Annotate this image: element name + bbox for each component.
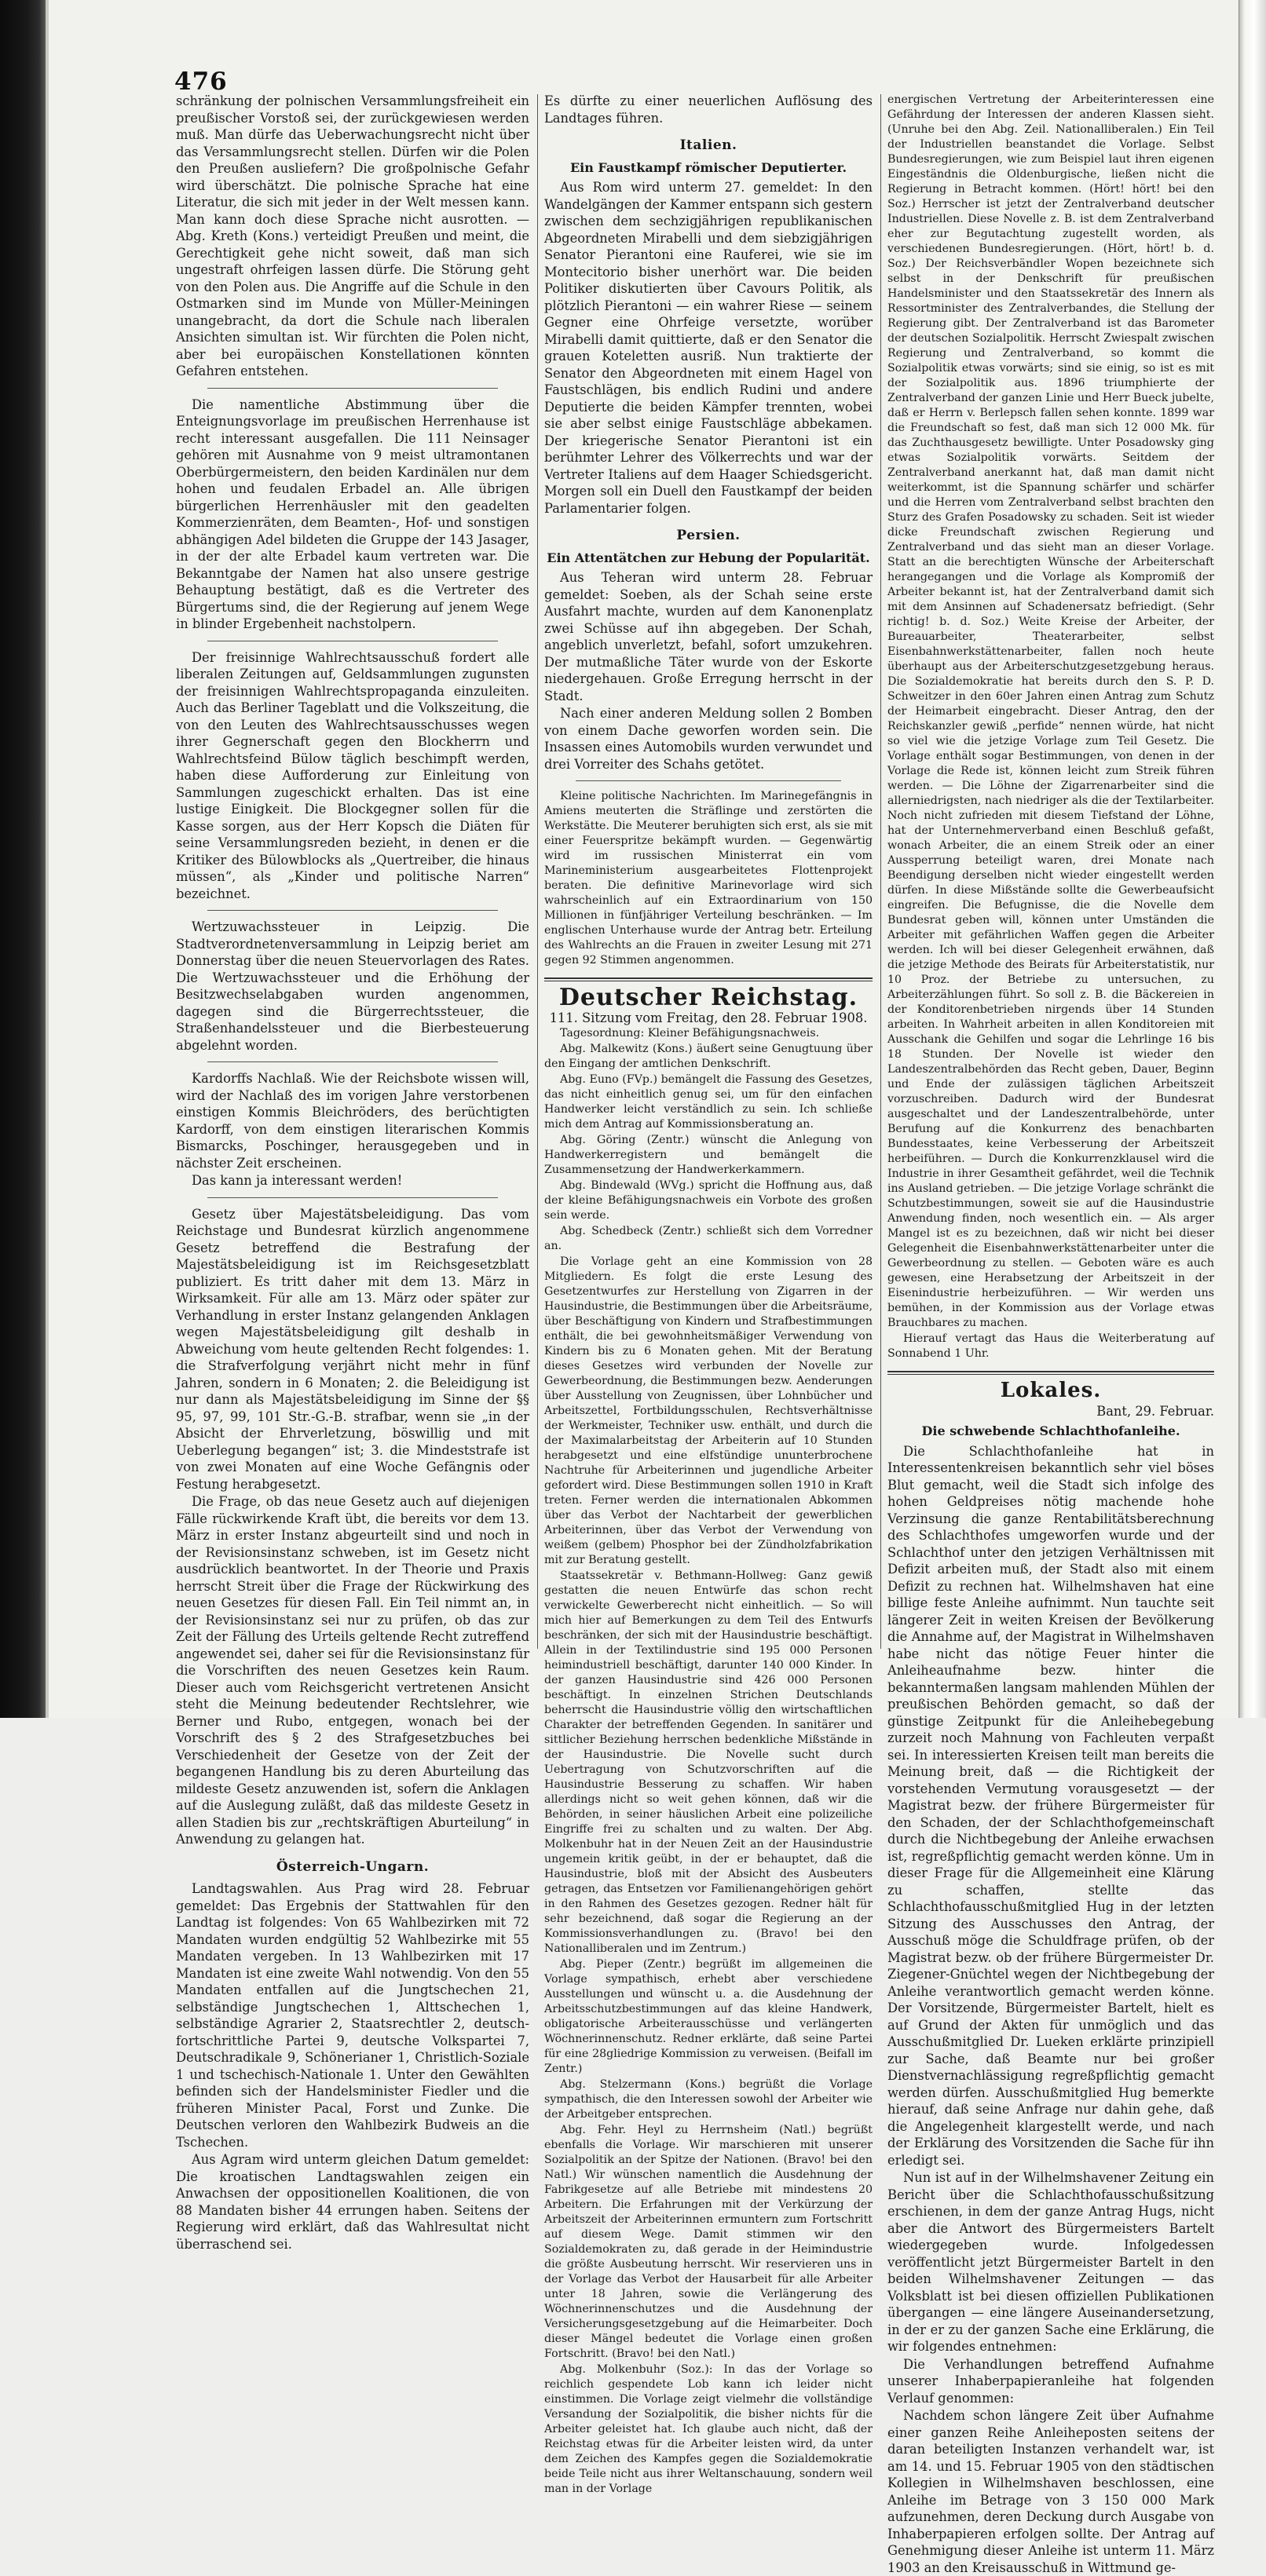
section-separator: [544, 977, 873, 981]
article-paragraph: Gesetz über Majestätsbeleidigung. Das vom Reichstage und Bundesrat kürzlich angenommene Gesetz betreffend die Bestrafung der Majestätsbeleidigung ist im Reichsgesetzblatt publiziert. Es tritt daher mit dem 13. März in Wirksamkeit. Für alle am 13. März oder später zur Verhandlung in erster Instanz gelangenden Anklagen wegen Majestätsbeleidigung gilt deshalb in Abweichung vom heute geltenden Recht folgendes: 1. die Strafverfolgung verjährt nicht mehr in fünf Jahren, sondern in 6 Monaten; 2. die Beleidigung ist nur dann als Majestätsbeleidigung im Sinne der §§ 95, 97, 99, 101 Str.-G.-B. strafbar, wenn sie „in der Absicht der Ehrverletzung, böswillig und mit Ueberlegung begangen“ ist; 3. die Mindeststrafe ist von zwei Monaten auf eine Woche Gefängnis oder Festung herabgesetzt.: [176, 1206, 529, 1492]
divider: [576, 780, 841, 781]
dateline: Bant, 29. Februar.: [1096, 1403, 1214, 1419]
page-edge: [1239, 0, 1266, 1718]
article-paragraph: Kardorffs Nachlaß. Wie der Reichsbote wissen will, wird der Nachlaß des im vorigen Jahre verstorbenen einstigen Kommis Bleichröders, des berüchtigten Kardorff, von dem einstigen literarischen Kommis Bismarcks, Poschinger, herausgegeben und in nächster Zeit erscheinen.: [176, 1071, 529, 1171]
article-paragraph: Nachdem schon längere Zeit über Aufnahme einer ganzen Reihe Anleiheposten seitens der daran beteiligten Instanzen verhandelt war, ist am 14. und 15. Februar 1905 von den städtischen Kollegien in Wilhelmshaven beschlossen, eine Anleihe im Betrage von 3 150 000 Mark aufzunehmen, deren Deckung durch Ausgabe von Inhaberpapieren erfolgen sollte. Der Antrag auf Genehmigung dieser Anleihe ist unterm 11. März 1903 an den Kreisausschuß in Wittmund ge-: [887, 2408, 1214, 2575]
page-number: 476: [174, 68, 228, 96]
article-paragraph: schränkung der polnischen Versammlungsfreiheit ein preußischer Vorstoß sei, der zurückgewiesen werden muß. Man dürfe das Ueberwachungsrecht nicht über das Versammlungsrecht stellen. Dürfen wir die Polen den Preußen ausliefern? Die großpolnische Gefahr wird überschätzt. Die polnische Sprache hat eine Literatur, die sich mit jeder in der Welt messen kann. Man kann doch diese Sprache nicht ausrotten. — Abg. Kreth (Kons.) verteidigt Preußen und meint, die Gerechtigkeit gehe nicht soweit, daß man sich ungestraft ohrfeigen lassen dürfe. Die Störung geht von den Polen aus. Die Angriffe auf die Schule in den Ostmarken sind im Munde von Müller-Meiningen unangebracht, da dort die Schule nach liberalen Ansichten simultan ist. Wir fürchten die Polen nicht, aber bei europäischen Konstellationen könnten Gefahren entstehen.: [176, 93, 529, 378]
article-paragraph: Abg. Malkewitz (Kons.) äußert seine Genugtuung über den Eingang der amtlichen Denkschrift.: [544, 1043, 873, 1070]
article-paragraph: Abg. Euno (FVp.) bemängelt die Fassung des Gesetzes, das nicht einheitlich genug sei, um für den einfachen Handwerker leicht verständlich zu sein. Ich schließe mich dem Antrag auf Kommissionsberatung an.: [544, 1073, 873, 1131]
article-headline: Die schwebende Schlachthofanleihe.: [921, 1423, 1180, 1438]
article-paragraph: Hierauf vertagt das Haus die Weiterberatung auf Sonnabend 1 Uhr.: [887, 1332, 1214, 1360]
divider: [207, 910, 498, 911]
article-paragraph: Die Vorlage geht an eine Kommission von 28 Mitgliedern. Es folgt die erste Lesung des Gesetzentwurfes zur Herstellung von Zigarren in der Hausindustrie, die Bestimmungen über die Arbeitsräume, über Beschäftigung von Kindern und Strafbestimmungen enthält, die bei gewohnheitsmäßiger Verwendung von Kindern bis zu 6 Monaten gehen. Mit der Beratung dieses Gesetzes wird verbunden der Novelle zur Gewerbeordnung, die Bestimmungen bezw. Aenderungen über Ausstellung von Zeugnissen, über Lohnbücher und Arbeitszettel, Fortbildungsschulen, Rechtsverhältnisse der Werkmeister, Techniker usw. enthält, und durch die der Maximalarbeitstag der Arbeiterin auf 10 Stunden herabgesetzt und eine elfstündige ununterbrochene Nachtruhe für Arbeiterinnen und jugendliche Arbeiter gefordert wird. Diese Bestimmungen sollen 1910 in Kraft treten. Ferner werden die internationalen Abkommen über das Verbot der Nachtarbeit der gewerblichen Arbeiterinnen, über das Verbot der Verwendung von weißem (gelbem) Phosphor bei der Zündholzfabrikation mit zur Beratung gestellt.: [544, 1255, 873, 1566]
article-paragraph: Abg. Bindewald (WVg.) spricht die Hoffnung aus, daß der kleine Befähigungsnachweis ein Vorbote des großen sein werde.: [544, 1179, 873, 1222]
article-paragraph: Die namentliche Abstimmung über die Enteignungsvorlage im preußischen Herrenhause ist recht interessant ausgefallen. Die 111 Neinsager gehören mit Ausnahme von 9 meist ultramontanen Oberbürgermeistern, den beiden Kardinälen nur dem hohen und feudalen Erbadel an. Alle übrigen bürgerlichen Herrenhäusler mit den geadelten Kommerzienräten, dem Beamten-, Hof- und sonstigen abhängigen Adel bildeten die Gruppe der 143 Jasager, in der der alte Erbadel kaum vertreten war. Die Bekanntgabe der Namen hat also unsere gestrige Behauptung bestätigt, daß es die Vertreter des Bürgertums sind, die der Regierung auf jenem Wege in blinder Ergebenheit nachstolpern.: [176, 396, 529, 631]
section-heading-persia: Persien.: [676, 528, 741, 543]
section-heading-italy: Italien.: [679, 137, 737, 153]
article-paragraph: Es dürfte zu einer neuerlichen Auflösung des Landtages führen.: [544, 93, 873, 126]
article-paragraph: Nach einer anderen Meldung sollen 2 Bomben von einem Dache geworfen worden sein. Die Insassen eines Automobils wurden verwundet und drei Vorreiter des Schahs getötet.: [544, 706, 873, 772]
section-heading-austria: Österreich-Ungarn.: [276, 1858, 430, 1875]
article-headline: Ein Faustkampf römischer Deputierter.: [569, 159, 847, 175]
article-paragraph: Wertzuwachssteuer in Leipzig. Die Stadtverordnetenversammlung in Leipzig beriet am Donnerstag über die neuen Steuervorlagen des Rates. Die Wertzuwachssteuer und die Erhöhung der Besitzwechselabgaben wurden angenommen, dagegen sind die Bürgerrechtssteuer, die Straßenhandelssteuer und die Bierbesteuerung abgelehnt worden.: [176, 919, 529, 1053]
section-heading-reichstag: Deutscher Reichstag.: [558, 984, 858, 1011]
column-rule-right: [880, 94, 881, 1649]
article-paragraph: Aus Agram wird unterm gleichen Datum gemeldet: Die kroatischen Landtagswahlen zeigen ein Anwachsen der oppositionellen Koalitionen, die von 88 Mandaten bisher 44 errungen haben. Seitens der Regierung wird erklärt, daß das Wahlresultat nicht überraschend sei.: [176, 2152, 529, 2252]
article-paragraph: Nun ist auf in der Wilhelmshavener Zeitung ein Bericht über die Schlachthofausschußsitzung erschienen, in dem der ganze Antrag Hugs, nicht aber die Antwort des Bürgermeisters Bartelt wiedergegeben wurde. Infolgedessen veröffentlicht jetzt Bürgermeister Bartelt in den beiden Wilhelmshavener Zeitungen — das Volksblatt ist bei diesen offiziellen Publikationen übergangen — eine längere Auseinandersetzung, in der er zu der ganzen Sache eine Erklärung, die wir folgendes entnehmen:: [887, 2170, 1214, 2354]
article-paragraph: Abg. Stelzermann (Kons.) begrüßt die Vorlage sympathisch, die den Interessen sowohl der Arbeiter wie der Arbeitgeber entsprechen.: [544, 2078, 873, 2121]
divider: [207, 1061, 498, 1062]
section-separator: [887, 1371, 1214, 1375]
article-paragraph: Landtagswahlen. Aus Prag wird 28. Februar gemeldet: Das Ergebnis der Stattwahlen für den Landtag ist folgendes: Von 65 Wahlbezirken mit 72 Mandaten wurden endgültig 52 Wahlbezirke mit 55 Mandaten vergeben. In 13 Wahlbezirken mit 17 Mandaten ist eine zweite Wahl notwendig. Von den 55 Mandaten entfallen auf die Jungtschechen 21, selbständige Jungtschechen 1, Alttschechen 1, selbständige Agrarier 2, Staatsrechtler 2, deutsch-fortschrittliche Partei 9, deutsche Volkspartei 7, Deutschradikale 9, Schönerianer 1, Christlich-Soziale 1 und tschechisch-Nationale 1. Unter den Gewählten befinden sich der Handelsminister Fiedler und die früheren Minister Pacal, Forst und Zunke. Die Deutschen verloren den Wahlbezirk Budweis an die Tschechen.: [176, 1881, 529, 2150]
column-2: [544, 93, 873, 2495]
article-paragraph: Die Frage, ob das neue Gesetz auch auf diejenigen Fälle rückwirkende Kraft übt, die bereits vor dem 13. März in erster Instanz abgeurteilt sind und noch in der Revisionsinstanz schweben, ist im Gesetz nicht ausdrücklich beantwortet. In der Theorie und Praxis herrscht Streit über die Frage der Rückwirkung des neuen Gesetzes für diesen Fall. Ein Teil nimmt an, in der Revisionsinstanz sei nur zu prüfen, ob das zur Zeit der Fällung des Urteils geltende Recht zutreffend angewendet sei, daher sei für die Revisionsinstanz für die Vorschriften des neuen Gesetzes kein Raum. Dieser auch vom Reichsgericht vertretenen Ansicht steht die Meinung bedeutender Rechtslehrer, wie Berner und Rubo, entgegen, wonach bei der Vorschrift des § 2 des Strafgesetzbuches bei Verschiedenheit der Gesetze von der Zeit der begangenen Handlung bis zu deren Aburteilung das mildeste Gesetz anzuwenden ist, sofern die Anklagen auf die Auslegung zuläßt, daß das mildeste Gesetz in allen Stadien bis zur „rechtskräftigen Aburteilung“ in Anwendung zu gelangen hat.: [176, 1494, 529, 1847]
divider: [207, 1197, 498, 1198]
article-paragraph: Abg. Schedbeck (Zentr.) schließt sich dem Vorredner an.: [544, 1225, 873, 1252]
article-paragraph: Abg. Pieper (Zentr.) begrüßt im allgemeinen die Vorlage sympathisch, erhebt aber verschiedene Ausstellungen und wünscht u. a. die Ausdehnung der Arbeitsschutzbestimmungen auf das kleine Handwerk, obligatorische Arbeiterausschüsse und verlängerten Wöchnerinnenschutz. Redner erklärte, daß seine Partei für eine 28gliedrige Kommission zu verweisen. (Beifall im Zentr.): [544, 1958, 873, 2075]
article-paragraph: Die Schlachthofanleihe hat in Interessentenkreisen bekanntlich sehr viel böses Blut gemacht, weil die Stadt sich infolge des hohen Geldpreises nötig machende hohe Verzinsung die ganze Rentabilitätsberechnung des Schlachthofes umgeworfen wurde und der Schlachthof unter den jetzigen Verhältnissen mit Defizit arbeiten muß, der Stadt also mit einem Defizit zu rechnen hat. Wilhelmshaven hat eine billige feste Anleihe aufnimmt. Nun tauchte seit längerer Zeit in weiten Kreisen der Bevölkerung die Annahme auf, der Magistrat in Wilhelmshaven habe nicht das nötige Feuer hinter die Anleiheaufnahme bezw. hinter die bekanntermaßen langsam mahlenden Mühlen der preußischen Behörden gemacht, so daß der günstige Zeitpunkt für die Anleihebegebung zurzeit noch Mahnung von Fachleuten verpaßt sei. In interessierten Kreisen teilt man bereits die Meinung breit, daß — die Richtigkeit der vorstehenden Vermutung vorausgesetzt — der Magistrat bezw. der frühere Bürgermeister für den Schaden, der der Schlachthofgemeinschaft durch die Nichtbegebung der Anleihe erwachsen ist, regreßpflichtig gemacht werden könne. Um in dieser Frage für die Allgemeinheit eine Klärung zu schaffen, stellte das Schlachthofausschußmitglied Hug in der letzten Sitzung des Ausschusses den Antrag, der Ausschuß möge die Schuldfrage prüfen, ob der Magistrat bezw. ob der frühere Bürgermeister Dr. Ziegener-Gnüchtel wegen der Nichtbegebung der Anleihe verantwortlich gemacht werden könne. Der Vorsitzende, Bürgermeister Bartelt, hielt es auf Grund der Akten für unmöglich und das Ausschußmitglied Dr. Lueken erklärte prinzipiell zur Sache, daß Beamte nur bei großer Dienstvernachlässigung regreßpflichtig gemacht werden dürfen. Ausschußmitglied Hug bemerkte hierauf, daß seine Anfrage nur dahin gehe, daß die Angelegenheit klargestellt werde, und nach der Erklärung des Vorsitzenden die Sache für ihn erledigt sei.: [887, 1443, 1214, 2168]
article-paragraph: Abg. Molkenbuhr (Soz.): In das der Vorlage so reichlich gespendete Lob kann ich leider nicht einstimmen. Die Vorlage zeigt vielmehr die vollständige Versandung der Sozialpolitik, die bisher nichts für die Arbeiter geleistet hat. Ich glaube auch nicht, daß der Reichstag etwas für die Arbeiter leisten wird, da unter dem Zeichen des Kampfes gegen die Sozialdemokratie beide Teile nicht aus ihrer Weltanschauung, sondern weil man in der Vorlage: [544, 2363, 873, 2495]
article-paragraph: Das kann ja interessant werden!: [192, 1173, 403, 1188]
column-3: [887, 93, 1214, 2575]
article-paragraph: Tagesordnung: Kleiner Befähigungsnachweis.: [560, 1027, 820, 1040]
article-paragraph: Die Verhandlungen betreffend Aufnahme unserer Inhaberpapieranleihe hat folgenden Verlauf genommen:: [887, 2356, 1214, 2406]
column-1: [176, 93, 529, 2252]
article-paragraph: Aus Teheran wird unterm 28. Februar gemeldet: Soeben, als der Schah seine erste Ausfahrt machte, wurden auf dem Kanonenplatz zwei Schüsse auf ihn abgegeben. Der Schah, angeblich unverletzt, befahl, sofort umzukehren. Der mutmaßliche Täter wurde von der Eskorte niedergehauen. Große Erregung herrscht in der Stadt.: [544, 570, 873, 703]
section-heading-local: Lokales.: [1000, 1379, 1102, 1402]
article-paragraph: energischen Vertretung der Arbeiterinteressen eine Gefährdung der Interessen der anderen Klassen sieht. (Unruhe bei den Abg. Zeil. Nationalliberalen.) Ein Teil der Industriellen beanstandet die Vorlage. Selbst Bundesregierungen, wie zum Beispiel laut ihren eigenen Eingeständnis die Oldenburgische, ließen nicht die Regierung in Betracht kommen. (Hört! hört! bei den Soz.) Herrscher ist jetzt der Zentralverband deutscher Industriellen. Diese Novelle z. B. ist dem Zentralverband eher zur Begutachtung zugestellt worden, als verschiedenen Bundesregierungen. (Hört, hört! b. d. Soz.) Der Reichsverbändler Wopen bezeichnete sich selbst in der Denkschrift für preußischen Handelsminister und den Staatssekretär des Innern als Ressortminister des Zentralverbandes, die Stellung der Regierung gibt. Der Zentralverband ist das Barometer der deutschen Sozialpolitik. Herrscht Zwiespalt zwischen Regierung und Zentralverband, so kommt die Sozialpolitik etwas vorwärts; sind sie einig, so ist es mit der Sozialpolitik aus. 1896 triumphierte der Zentralverband der ganzen Linie und Herr Bueck jubelte, daß er Herrn v. Berlepsch fallen sehen konnte. 1899 war die Freundschaft so fest, daß man sich 12 000 Mk. für das Zuchthausgesetz bewilligte. Unter Posadowsky ging etwas Sozialpolitik vorwärts. Seitdem der Zentralverband anerkannt hat, daß man damit nicht weiterkommt, ist die Spannung schärfer und schärfer und die Herren vom Zentralverband selbst brachten den Sturz des Grafen Posadowsky zu schaden. Seit ist wieder dicke Freundschaft zwischen Regierung und Zentralverband und das sieht man an dieser Vorlage. Statt an die berechtigten Wünsche der Arbeiterschaft herangegangen und die Vorlage als Kompromiß der Arbeiter bekannt ist, hat der Zentralverband damit sich mit dem Ansinnen auf Schadenersatz befriedigt. (Sehr richtig! b. d. Soz.) Weite Kreise der Arbeiter, der Bureauarbeiter, Theaterarbeiter, selbst Eisenbahnwerkstättenarbeiter, fallen noch heute überhaupt aus der Arbeiterschutzgesetzgebung heraus. Die Sozialdemokratie hat bereits durch den S. P. D. Schweitzer in den 60er Jahren einen Antrag zum Schutz der Heimarbeit eingebracht. Dieser Antrag, den der Reichskanzler gewiß „perfide“ nennen würde, hat nicht so viel wie die jetzige Vorlage zum Teil Gesetz. Die Vorlage enthält sogar Bestimmungen, von denen in der Vorlage die Rede ist, können leicht zum Streik führen werden. — Die Löhne der Zigarrenarbeiter sind die allerniedrigsten, nach niedriger als die der Textilarbeiter. Noch nicht zufrieden mit diesem Tiefstand der Löhne, hat der Unternehmerverband einen Beschluß gefaßt, wonach Arbeiter, die an einem Streik oder an einer Aussperrung beteiligt waren, drei Monate nach Beendigung derselben nicht wieder eingestellt werden dürfen. In diese Mißstände sollte die Gewerbeaufsicht eingreifen. Die Befugnisse, die die Novelle dem Bundesrat geben will, können unter Umständen die Arbeiter mit gefährlichen Waffen gegen die Arbeiter werden. Ich will bei dieser Gelegenheit erwähnen, daß die jetzige Methode des Beirats für Arbeiterstatistik, nur 10 Proz. der Betriebe zu untersuchen, zu Arbeiterzählungen führt. So soll z. B. die Bäckereien in der Konditorenbetrieben nirgends über 14 Stunden arbeiten. In Wahrheit arbeiten in allen Konditoreien mit Ausschank die Gehilfen und sogar die Lehrlinge 16 bis 18 Stunden. Der Novelle ist wieder den Landeszentralbehörden das Recht geben, Dauer, Beginn und Ende der zulässigen täglichen Arbeitszeit vorzuschreiben. Dadurch wird der Bundesrat ausgeschaltet und der Landeszentralbehörde, unter Berufung auf die Konkurrenz des benachbarten Bundesstaates, keine Verbesserung der Arbeitszeit herbeiführen. — Durch die Konkurrenzklausel wird die Industrie in ihrer Gesamtheit gefährdet, weil die Technik ins Ausland getrieben. — Die jetzige Vorlage schränkt die Schutzbestimmungen, soweit sie auf die Hausindustrie Anwendung finden, noch wesentlich ein. — Als arger Mangel ist es zu bezeichnen, daß wir nicht bei dieser Gelegenheit die Eisenbahnwerkstättenarbeiter unter die Gewerbeordnung zu stellen. — Geboten wäre es auch gewesen, eine Herabsetzung der Arbeitszeit in der Eisenindustrie herbeizuführen. — Wir werden uns bemühen, in der Kommission aus der Vorlage etwas Brauchbares zu machen.: [887, 93, 1214, 1329]
divider: [207, 388, 498, 389]
session-line: 111. Sitzung vom Freitag, den 28. Februar 1908.: [549, 1010, 868, 1025]
article-headline: Ein Attentätchen zur Hebung der Popularität.: [547, 550, 870, 565]
article-paragraph: Abg. Göring (Zentr.) wünscht die Anlegung von Handwerkerregistern und bemängelt die Zusammensetzung der Handwerkerkammern.: [544, 1134, 873, 1176]
article-paragraph: Aus Rom wird unterm 27. gemeldet: In den Wandelgängen der Kammer entspann sich gestern zwischen dem sechzigjährigen republikanischen Abgeordneten Mirabelli und dem siebzigjährigen Senator Pierantoni eine Rauferei, wie sie im Montecitorio bisher unerhört war. Die beiden Politiker diskutierten über Cavours Politik, als plötzlich Pierantoni — ein wahrer Riese — seinem Gegner eine Ohrfeige versetzte, worüber Mirabelli damit quittierte, daß er den Senator die grauen Koteletten ausriß. Nun traktierte der Senator den Abgeordneten mit einem Hagel von Faustschlägen, bis endlich Rudini und andere Deputierte die beiden Kämpfer trennten, wobei sie aber selbst einige Faustschläge abbekamen. Der kriegerische Senator Pierantoni ist ein berühmter Lehrer des Völkerrechts und war der Vertreter Italiens auf dem Haager Schiedsgericht. Morgen soll ein Duell den Faustkampf der beiden Parlamentarier folgen.: [544, 180, 873, 516]
article-paragraph: Kleine politische Nachrichten. Im Marinegefängnis in Amiens meuterten die Sträflinge und zerstörten die Werkstätte. Die Meuterer beruhigten sich erst, als sie mit einer Feuerspritze bekämpft wurden. — Gegenwärtig wird im russischen Ministerrat ein vom Marineministerium ausgearbeitetes Flottenprojekt beraten. Die definitive Marinevorlage wird sich wahrscheinlich auf ein Extraordinarium von 150 Millionen in fünfjähriger Verteilung beschränken. — Im englischen Unterhause wurde der Antrag betr. Erteilung des Wahlrechts an die Frauen in zweiter Lesung mit 271 gegen 92 Stimmen angenommen.: [544, 790, 873, 966]
article-paragraph: Staatssekretär v. Bethmann-Hollweg: Ganz gewiß gestatten die neuen Entwürfe das schon recht verwickelte Gewerberecht nicht einheitlich. — So will mich hier auf Bemerkungen zu dem Teil des Entwurfs beschränken, der sich mit der Hausindustrie beschäftigt. Allein in der Textilindustrie sind 195 000 Personen heimindustriell beschäftigt, darunter 140 000 Kinder. In der ganzen Hausindustrie sind 426 000 Personen beschäftigt. In einzelnen Strichen Deutschlands beherrscht die Hausindustrie völlig den wirtschaftlichen Charakter der betreffenden Gegenden. In sanitärer und sittlicher Beziehung herrschen bedenkliche Mißstände in der Hausindustrie. Die Novelle sucht durch Uebertragung von Schutzvorschriften auf die Hausindustrie Besserung zu schaffen. Wir haben allerdings nicht so weit gehen können, daß wir die Behörden, in seiner häuslichen Arbeit eine polizeiliche Eingriffe frei zu schalten und zu walten. Der Abg. Molkenbuhr hat in der Neuen Zeit an der Hausindustrie ungemein kritik geübt, in der er behauptet, daß die Hausindustrie, bloß mit der Absicht des Ausbeuters getragen, das Entsetzen vor Familienangehörigen gehört in den Rahmen des Gesetzes gezogen. Redner hält für sehr bezeichnend, daß sogar die Regierung an der Kommissionsverhandlungen zu. (Bravo! bei den Nationalliberalen und im Zentrum.): [544, 1569, 873, 1955]
column-rule-left: [537, 94, 538, 1649]
book-binding-edge: [0, 0, 49, 1718]
article-paragraph: Abg. Fehr. Heyl zu Herrnsheim (Natl.) begrüßt ebenfalls die Vorlage. Wir marschieren mit unserer Sozialpolitik an der Spitze der Nationen. (Bravo! bei den Natl.) Wir wünschen namentlich die Ausdehnung der Fabrikgesetze auf alle Betriebe mit mindestens 20 Arbeitern. Die Erfahrungen mit der Verkürzung der Arbeitszeit der Arbeiterinnen ermuntern zum Fortschritt auf diesem Wege. Damit stimmen wir den Sozialdemokraten zu, daß gerade in der Heimindustrie die größte Ausbeutung herrscht. Wir reservieren uns in der Vorlage das Verbot der Hausarbeit für alle Arbeiter unter 18 Jahren, sowie die Verlängerung des Wöchnerinnenschutzes und die Ausdehnung der Versicherungsgesetzgebung auf die Heimarbeiter. Doch dieser Mängel bedeutet die Vorlage einen großen Fortschritt. (Bravo! bei den Natl.): [544, 2124, 873, 2360]
article-paragraph: Der freisinnige Wahlrechtsausschuß fordert alle liberalen Zeitungen auf, Geldsammlungen zugunsten der freisinnigen Wahlrechtspropaganda einzuleiten. Auch das Berliner Tageblatt und die Volkszeitung, die von den Leuten des Wahlrechtsausschusses wegen ihrer Gegnerschaft gegen den Blockherrn und Wahlrechtsfeind Bülow täglich beschimpft werden, haben diese Aufforderung zur Einleitung von Sammlungen zugeschickt erhalten. Das ist eine lustige Einigkeit. Die Blockgegner sollen für die Kasse sorgen, aus der Herr Kopsch die Diäten für seine Versammlungsreden bezieht, in denen er die Kritiker des Bülowblocks als „Quertreiber, die hinaus müssen“, als „Kinder und politische Narren“ bezeichnet.: [176, 649, 529, 901]
